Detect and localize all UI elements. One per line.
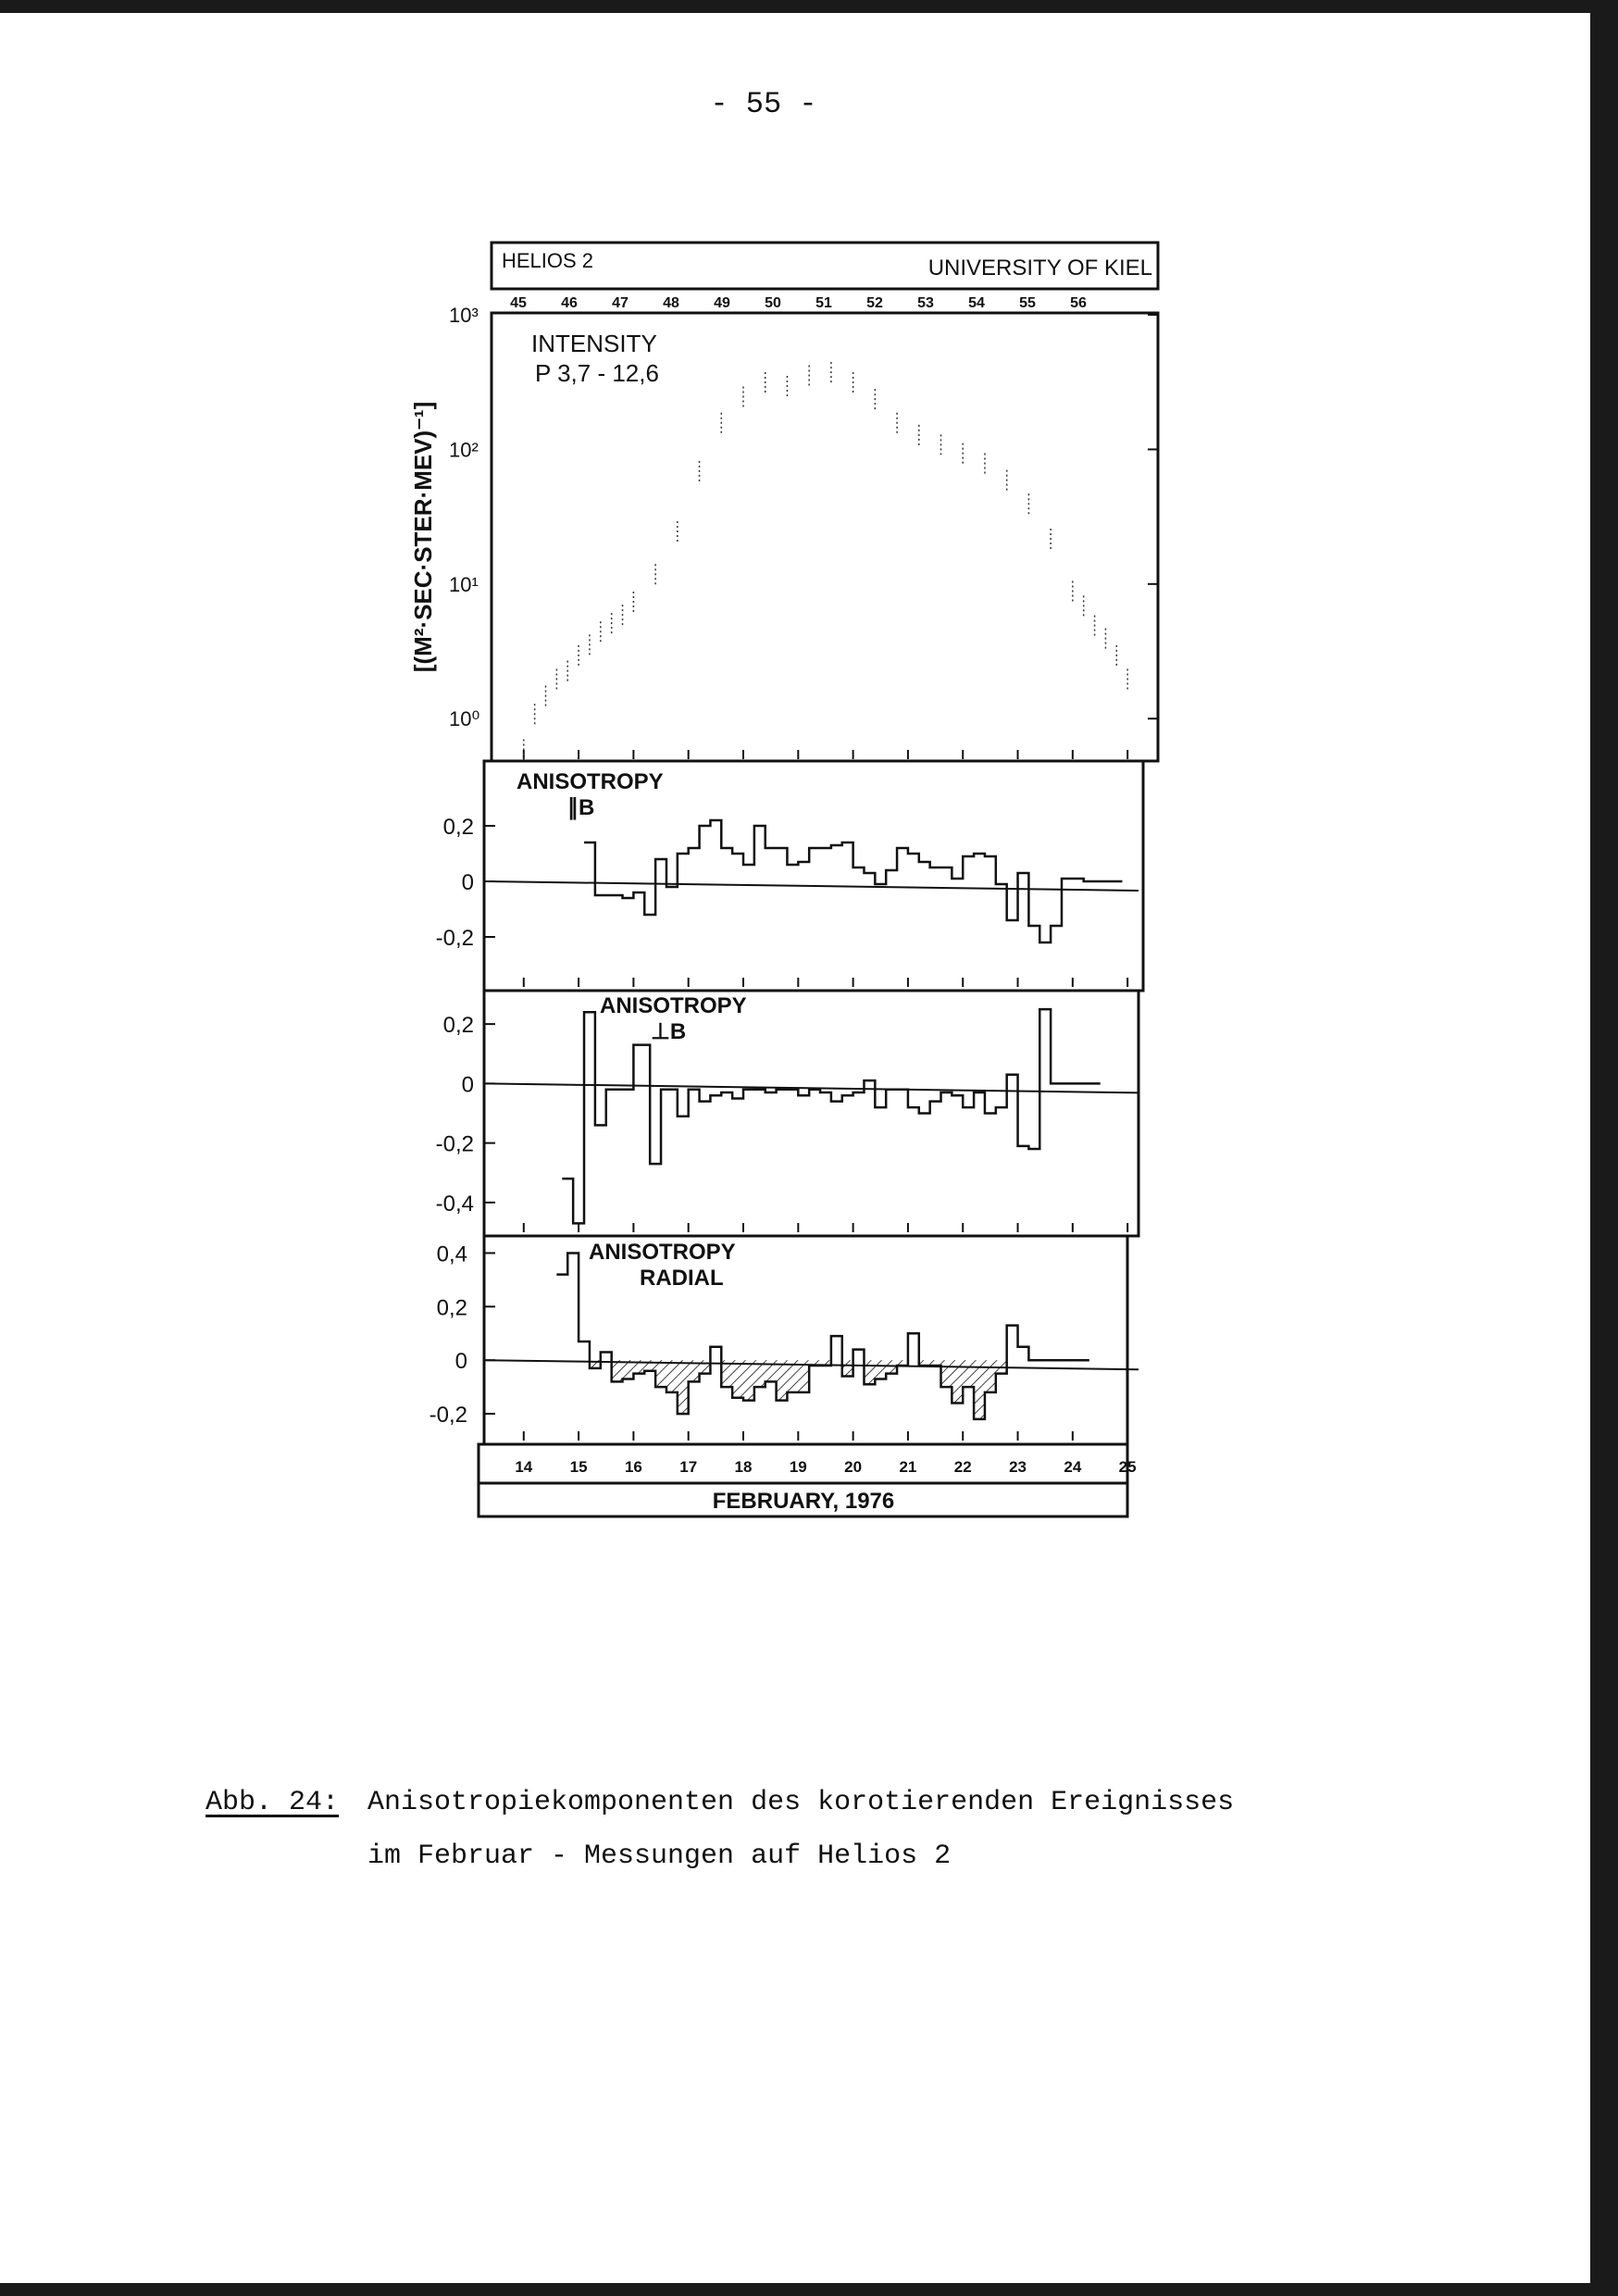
hatched-bar (798, 1360, 809, 1392)
panel-title: ANISOTROPY (600, 993, 747, 1018)
hatched-bar (941, 1360, 952, 1387)
zero-line (486, 881, 1139, 891)
hatched-bar (787, 1360, 798, 1392)
intensity-title: INTENSITY (531, 330, 657, 357)
hatched-bar (985, 1360, 996, 1392)
top-tick-label: 56 (1070, 295, 1087, 311)
hatched-bar (666, 1360, 678, 1392)
bottom-axis-ticks (515, 1458, 1136, 1476)
hatched-bar (875, 1360, 886, 1379)
y-tick-label: 0,2 (436, 1295, 467, 1321)
caption-line-2: im Februar - Messungen auf Helios 2 (367, 1841, 952, 1872)
hatched-bar (963, 1360, 974, 1387)
bottom-tick-label: 19 (789, 1458, 807, 1476)
top-axis-ticks (510, 295, 1087, 311)
bottom-tick-label: 17 (679, 1458, 698, 1476)
y-tick-label: 0,2 (442, 815, 474, 840)
hatched-bar (886, 1360, 897, 1373)
y-tick-label: 0,2 (442, 1013, 474, 1039)
hatched-bar (732, 1360, 743, 1398)
y-tick-label: 0 (461, 870, 474, 895)
figure-header-right: UNIVERSITY OF KIEL (927, 256, 1152, 281)
step-series (584, 820, 1122, 942)
figure-header-left: HELIOS 2 (502, 249, 594, 272)
bottom-tick-label: 15 (569, 1458, 588, 1476)
bottom-tick-label: 24 (1064, 1458, 1082, 1476)
anisotropy-perp-chart (436, 993, 1139, 1232)
anisotropy-par-chart (436, 769, 1139, 987)
y-tick-label: 0 (454, 1349, 467, 1375)
y-tick-label: 10² (449, 438, 479, 462)
intensity-energy-range: P 3,7 - 12,6 (535, 359, 659, 387)
top-tick-label: 47 (612, 295, 629, 311)
top-tick-label: 55 (1019, 295, 1036, 311)
panel-title: ANISOTROPY (517, 769, 664, 794)
hatched-bar (842, 1360, 853, 1376)
y-tick-label: -0,4 (435, 1191, 474, 1217)
top-tick-label: 51 (815, 295, 832, 311)
hatched-bar (952, 1360, 963, 1403)
hatched-bar (743, 1360, 754, 1400)
top-tick-label: 53 (917, 295, 934, 311)
bottom-tick-label: 23 (1009, 1458, 1027, 1476)
bottom-tick-label: 20 (844, 1458, 863, 1476)
bottom-tick-label: 18 (734, 1458, 753, 1476)
hatched-bar (612, 1360, 623, 1381)
intensity-chart (449, 304, 1158, 761)
y-tick-label: 10⁰ (449, 707, 480, 731)
hatched-bar (590, 1360, 601, 1368)
y-tick-label: 0,4 (436, 1242, 467, 1267)
hatched-bar (633, 1360, 644, 1373)
hatched-bar (777, 1360, 788, 1400)
caption-label: Abb. 24: (205, 1787, 340, 1818)
y-tick-label: 10¹ (449, 572, 479, 596)
figure-caption (205, 1776, 1234, 1883)
bottom-tick-label: 25 (1118, 1458, 1137, 1476)
step-series (556, 1253, 1089, 1418)
hatched-bar (678, 1360, 689, 1414)
bottom-tick-label: 16 (624, 1458, 642, 1476)
hatched-bar (623, 1360, 634, 1379)
hatched-bar (689, 1360, 700, 1381)
top-tick-label: 54 (968, 295, 985, 311)
panel-title-component: ∥B (567, 795, 595, 820)
hatched-bar (754, 1360, 765, 1387)
y-tick-label: -0,2 (429, 1403, 467, 1429)
hatched-bar (721, 1360, 732, 1387)
top-tick-label: 48 (663, 295, 679, 311)
top-tick-label: 49 (714, 295, 730, 311)
panel-title-component: RADIAL (640, 1266, 724, 1291)
y-tick-label: -0,2 (435, 926, 474, 951)
top-tick-label: 50 (765, 295, 781, 311)
anisotropy-radial-chart (429, 1240, 1139, 1441)
y-tick-label: 0 (461, 1072, 474, 1098)
anisotropy-radial-panel (484, 1236, 1127, 1444)
top-tick-label: 52 (866, 295, 883, 311)
y-tick-label: -0,2 (435, 1131, 474, 1157)
hatched-bar (700, 1360, 711, 1373)
x-axis-title: FEBRUARY, 1976 (712, 1489, 895, 1514)
top-tick-label: 46 (561, 295, 578, 311)
intensity-y-axis-label: [(M²·SEC·STER·MEV)⁻¹] (409, 401, 437, 673)
hatched-bar (655, 1360, 666, 1387)
step-series (562, 1009, 1100, 1223)
top-tick-label: 45 (510, 295, 527, 311)
bottom-tick-label: 14 (515, 1458, 533, 1476)
hatched-bar (644, 1360, 655, 1371)
y-tick-label: 10³ (449, 304, 479, 327)
hatched-bar (864, 1360, 875, 1384)
bottom-tick-label: 21 (899, 1458, 917, 1476)
caption-line-1: Anisotropiekomponenten des korotierenden Ereignisses (367, 1787, 1235, 1818)
panel-title-component: ⊥B (651, 1019, 687, 1044)
page-number: - 55 - (710, 87, 817, 121)
hatched-bar (765, 1360, 777, 1381)
hatched-bar (996, 1360, 1007, 1373)
panel-title: ANISOTROPY (589, 1240, 736, 1265)
bottom-tick-label: 22 (953, 1458, 972, 1476)
hatched-bar (974, 1360, 985, 1419)
